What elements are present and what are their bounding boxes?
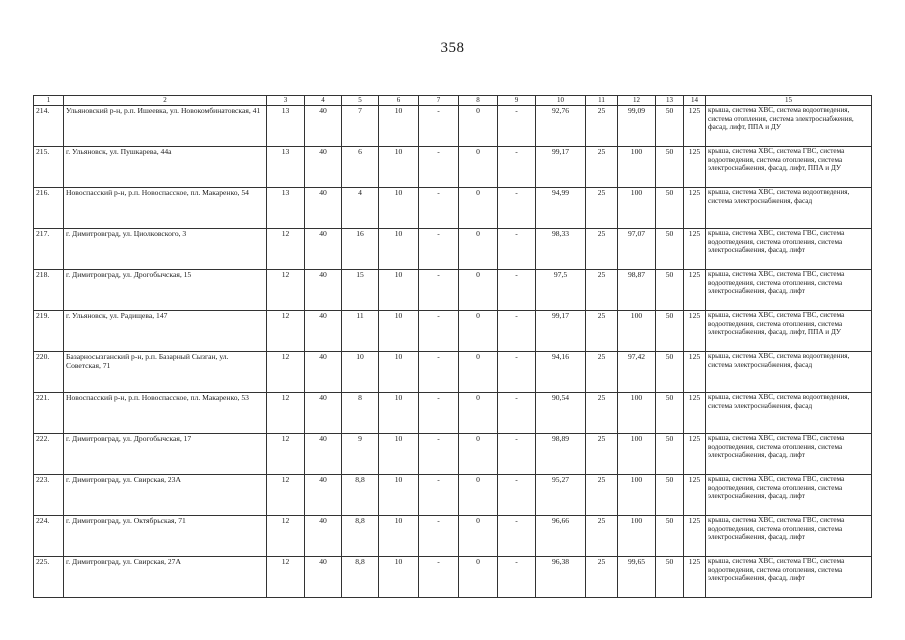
value-cell-13: 50	[656, 311, 684, 352]
value-cell-6: 10	[379, 475, 419, 516]
value-cell-3: 13	[267, 188, 305, 229]
value-cell-7: -	[419, 557, 459, 598]
value-cell-14: 125	[684, 516, 706, 557]
value-cell-12: 100	[618, 147, 656, 188]
address-cell: Базарносызганский р-н, р.п. Базарный Сызган, ул. Советская, 71	[64, 352, 267, 393]
works-list-cell: крыша, система ХВС, система ГВС, система водоотведения, система отопления, система электроснабжения, фасад, лифт	[706, 229, 872, 270]
column-header: 5	[342, 96, 379, 106]
value-cell-11: 25	[586, 516, 618, 557]
value-cell-14: 125	[684, 270, 706, 311]
value-cell-13: 50	[656, 229, 684, 270]
value-cell-4: 40	[305, 311, 342, 352]
row-number: 220.	[34, 352, 64, 393]
value-cell-13: 50	[656, 188, 684, 229]
value-cell-11: 25	[586, 434, 618, 475]
value-cell-5: 16	[342, 229, 379, 270]
value-cell-12: 100	[618, 188, 656, 229]
row-number: 215.	[34, 147, 64, 188]
value-cell-5: 7	[342, 106, 379, 147]
value-cell-8: 0	[459, 270, 498, 311]
address-cell: г. Димитровград, ул. Октябрьская, 71	[64, 516, 267, 557]
column-header: 8	[459, 96, 498, 106]
value-cell-5: 8,8	[342, 516, 379, 557]
value-cell-10: 96,38	[536, 557, 586, 598]
value-cell-5: 8,8	[342, 475, 379, 516]
value-cell-7: -	[419, 516, 459, 557]
value-cell-3: 12	[267, 229, 305, 270]
value-cell-9: -	[498, 557, 536, 598]
value-cell-3: 12	[267, 270, 305, 311]
value-cell-4: 40	[305, 475, 342, 516]
address-cell: г. Ульяновск, ул. Пушкарева, 44а	[64, 147, 267, 188]
address-cell: Ульяновский р-н, р.п. Ишеевка, ул. Новокомбинатовская, 41	[64, 106, 267, 147]
housing-repair-table	[33, 95, 872, 598]
value-cell-9: -	[498, 516, 536, 557]
value-cell-11: 25	[586, 475, 618, 516]
value-cell-12: 100	[618, 393, 656, 434]
value-cell-9: -	[498, 434, 536, 475]
table-row	[34, 352, 872, 393]
value-cell-8: 0	[459, 434, 498, 475]
works-list-cell: крыша, система ХВС, система водоотведения, система отопления, система электроснабжения, фасад, лифт, ППА и ДУ	[706, 106, 872, 147]
value-cell-12: 97,07	[618, 229, 656, 270]
value-cell-14: 125	[684, 352, 706, 393]
value-cell-11: 25	[586, 393, 618, 434]
value-cell-6: 10	[379, 270, 419, 311]
value-cell-9: -	[498, 270, 536, 311]
value-cell-13: 50	[656, 516, 684, 557]
value-cell-4: 40	[305, 270, 342, 311]
row-number: 221.	[34, 393, 64, 434]
value-cell-7: -	[419, 434, 459, 475]
value-cell-5: 11	[342, 311, 379, 352]
value-cell-6: 10	[379, 393, 419, 434]
value-cell-5: 8,8	[342, 557, 379, 598]
address-cell: г. Димитровград, ул. Дрогобычская, 17	[64, 434, 267, 475]
table-row	[34, 106, 872, 147]
value-cell-11: 25	[586, 188, 618, 229]
value-cell-10: 95,27	[536, 475, 586, 516]
value-cell-8: 0	[459, 147, 498, 188]
row-number: 217.	[34, 229, 64, 270]
column-header: 14	[684, 96, 706, 106]
value-cell-7: -	[419, 393, 459, 434]
works-list-cell: крыша, система ХВС, система водоотведения, система электроснабжения, фасад	[706, 352, 872, 393]
table-row	[34, 393, 872, 434]
table-body	[34, 106, 872, 598]
column-header: 6	[379, 96, 419, 106]
value-cell-14: 125	[684, 557, 706, 598]
value-cell-13: 50	[656, 475, 684, 516]
table-row	[34, 475, 872, 516]
value-cell-3: 12	[267, 352, 305, 393]
value-cell-5: 6	[342, 147, 379, 188]
works-list-cell: крыша, система ХВС, система ГВС, система водоотведения, система отопления, система электроснабжения, фасад, лифт	[706, 557, 872, 598]
value-cell-10: 94,16	[536, 352, 586, 393]
value-cell-13: 50	[656, 270, 684, 311]
column-header: 1	[34, 96, 64, 106]
column-header: 4	[305, 96, 342, 106]
row-number: 219.	[34, 311, 64, 352]
column-header: 2	[64, 96, 267, 106]
value-cell-3: 12	[267, 393, 305, 434]
value-cell-9: -	[498, 311, 536, 352]
value-cell-4: 40	[305, 147, 342, 188]
table-row	[34, 229, 872, 270]
table-row	[34, 188, 872, 229]
value-cell-10: 90,54	[536, 393, 586, 434]
value-cell-7: -	[419, 106, 459, 147]
works-list-cell: крыша, система ХВС, система ГВС, система водоотведения, система отопления, система электроснабжения, фасад, лифт, ППА и ДУ	[706, 311, 872, 352]
value-cell-9: -	[498, 229, 536, 270]
value-cell-13: 50	[656, 393, 684, 434]
works-list-cell: крыша, система ХВС, система водоотведения, система электроснабжения, фасад	[706, 393, 872, 434]
works-list-cell: крыша, система ХВС, система водоотведения, система электроснабжения, фасад	[706, 188, 872, 229]
address-cell: г. Димитровград, ул. Дрогобычская, 15	[64, 270, 267, 311]
works-list-cell: крыша, система ХВС, система ГВС, система водоотведения, система отопления, система электроснабжения, фасад, лифт	[706, 270, 872, 311]
value-cell-4: 40	[305, 229, 342, 270]
value-cell-14: 125	[684, 393, 706, 434]
value-cell-11: 25	[586, 106, 618, 147]
value-cell-9: -	[498, 475, 536, 516]
address-cell: г. Димитровград, ул. Свирская, 27А	[64, 557, 267, 598]
column-header: 10	[536, 96, 586, 106]
row-number: 224.	[34, 516, 64, 557]
value-cell-10: 98,33	[536, 229, 586, 270]
row-number: 216.	[34, 188, 64, 229]
value-cell-14: 125	[684, 229, 706, 270]
value-cell-3: 13	[267, 106, 305, 147]
value-cell-4: 40	[305, 434, 342, 475]
value-cell-12: 99,65	[618, 557, 656, 598]
row-number: 214.	[34, 106, 64, 147]
value-cell-10: 94,99	[536, 188, 586, 229]
value-cell-7: -	[419, 352, 459, 393]
value-cell-4: 40	[305, 106, 342, 147]
value-cell-11: 25	[586, 352, 618, 393]
value-cell-10: 99,17	[536, 147, 586, 188]
value-cell-8: 0	[459, 516, 498, 557]
value-cell-8: 0	[459, 475, 498, 516]
address-cell: Новоспасский р-н, р.п. Новоспасское, пл. Макаренко, 53	[64, 393, 267, 434]
value-cell-4: 40	[305, 557, 342, 598]
value-cell-6: 10	[379, 557, 419, 598]
value-cell-9: -	[498, 393, 536, 434]
value-cell-14: 125	[684, 147, 706, 188]
value-cell-11: 25	[586, 270, 618, 311]
column-header: 13	[656, 96, 684, 106]
value-cell-7: -	[419, 188, 459, 229]
value-cell-13: 50	[656, 106, 684, 147]
works-list-cell: крыша, система ХВС, система ГВС, система водоотведения, система отопления, система электроснабжения, фасад, лифт	[706, 475, 872, 516]
value-cell-5: 9	[342, 434, 379, 475]
value-cell-6: 10	[379, 352, 419, 393]
column-number-row	[34, 96, 872, 106]
column-header: 9	[498, 96, 536, 106]
value-cell-4: 40	[305, 516, 342, 557]
table-row	[34, 147, 872, 188]
value-cell-10: 96,66	[536, 516, 586, 557]
value-cell-12: 98,87	[618, 270, 656, 311]
value-cell-3: 12	[267, 475, 305, 516]
value-cell-10: 98,89	[536, 434, 586, 475]
value-cell-12: 100	[618, 475, 656, 516]
value-cell-9: -	[498, 352, 536, 393]
value-cell-7: -	[419, 475, 459, 516]
value-cell-4: 40	[305, 352, 342, 393]
value-cell-10: 97,5	[536, 270, 586, 311]
value-cell-3: 12	[267, 434, 305, 475]
value-cell-12: 100	[618, 434, 656, 475]
row-number: 223.	[34, 475, 64, 516]
page-number: 358	[440, 40, 465, 56]
value-cell-13: 50	[656, 147, 684, 188]
value-cell-14: 125	[684, 311, 706, 352]
column-header: 3	[267, 96, 305, 106]
value-cell-14: 125	[684, 188, 706, 229]
value-cell-5: 10	[342, 352, 379, 393]
works-list-cell: крыша, система ХВС, система ГВС, система водоотведения, система отопления, система электроснабжения, фасад, лифт	[706, 434, 872, 475]
table-row	[34, 434, 872, 475]
value-cell-10: 92,76	[536, 106, 586, 147]
address-cell: г. Димитровград, ул. Свирская, 23А	[64, 475, 267, 516]
value-cell-8: 0	[459, 393, 498, 434]
column-header: 7	[419, 96, 459, 106]
value-cell-13: 50	[656, 352, 684, 393]
table-row	[34, 311, 872, 352]
value-cell-5: 15	[342, 270, 379, 311]
address-cell: Новоспасский р-н, р.п. Новоспасское, пл. Макаренко, 54	[64, 188, 267, 229]
value-cell-9: -	[498, 106, 536, 147]
value-cell-12: 97,42	[618, 352, 656, 393]
value-cell-6: 10	[379, 516, 419, 557]
value-cell-6: 10	[379, 188, 419, 229]
value-cell-9: -	[498, 188, 536, 229]
row-number: 222.	[34, 434, 64, 475]
table-row	[34, 516, 872, 557]
value-cell-12: 100	[618, 311, 656, 352]
value-cell-7: -	[419, 147, 459, 188]
value-cell-5: 8	[342, 393, 379, 434]
value-cell-6: 10	[379, 106, 419, 147]
value-cell-3: 12	[267, 311, 305, 352]
value-cell-11: 25	[586, 229, 618, 270]
value-cell-8: 0	[459, 557, 498, 598]
column-header: 11	[586, 96, 618, 106]
value-cell-14: 125	[684, 434, 706, 475]
value-cell-6: 10	[379, 434, 419, 475]
value-cell-11: 25	[586, 311, 618, 352]
address-cell: г. Димитровград, ул. Циолковского, 3	[64, 229, 267, 270]
value-cell-7: -	[419, 270, 459, 311]
value-cell-6: 10	[379, 229, 419, 270]
value-cell-12: 100	[618, 516, 656, 557]
value-cell-6: 10	[379, 311, 419, 352]
value-cell-14: 125	[684, 106, 706, 147]
value-cell-12: 99,09	[618, 106, 656, 147]
row-number: 225.	[34, 557, 64, 598]
value-cell-8: 0	[459, 106, 498, 147]
value-cell-11: 25	[586, 147, 618, 188]
value-cell-8: 0	[459, 188, 498, 229]
value-cell-8: 0	[459, 352, 498, 393]
value-cell-3: 13	[267, 147, 305, 188]
value-cell-7: -	[419, 229, 459, 270]
value-cell-14: 125	[684, 475, 706, 516]
value-cell-8: 0	[459, 311, 498, 352]
value-cell-10: 99,17	[536, 311, 586, 352]
value-cell-8: 0	[459, 229, 498, 270]
address-cell: г. Ульяновск, ул. Радищева, 147	[64, 311, 267, 352]
value-cell-6: 10	[379, 147, 419, 188]
row-number: 218.	[34, 270, 64, 311]
value-cell-3: 12	[267, 557, 305, 598]
value-cell-4: 40	[305, 188, 342, 229]
table-row	[34, 270, 872, 311]
value-cell-11: 25	[586, 557, 618, 598]
value-cell-9: -	[498, 147, 536, 188]
value-cell-7: -	[419, 311, 459, 352]
value-cell-5: 4	[342, 188, 379, 229]
works-list-cell: крыша, система ХВС, система ГВС, система водоотведения, система отопления, система электроснабжения, фасад, лифт, ППА и ДУ	[706, 147, 872, 188]
column-header: 12	[618, 96, 656, 106]
column-header: 15	[706, 96, 872, 106]
value-cell-3: 12	[267, 516, 305, 557]
value-cell-13: 50	[656, 434, 684, 475]
value-cell-4: 40	[305, 393, 342, 434]
table-row	[34, 557, 872, 598]
works-list-cell: крыша, система ХВС, система ГВС, система водоотведения, система отопления, система электроснабжения, фасад, лифт	[706, 516, 872, 557]
value-cell-13: 50	[656, 557, 684, 598]
